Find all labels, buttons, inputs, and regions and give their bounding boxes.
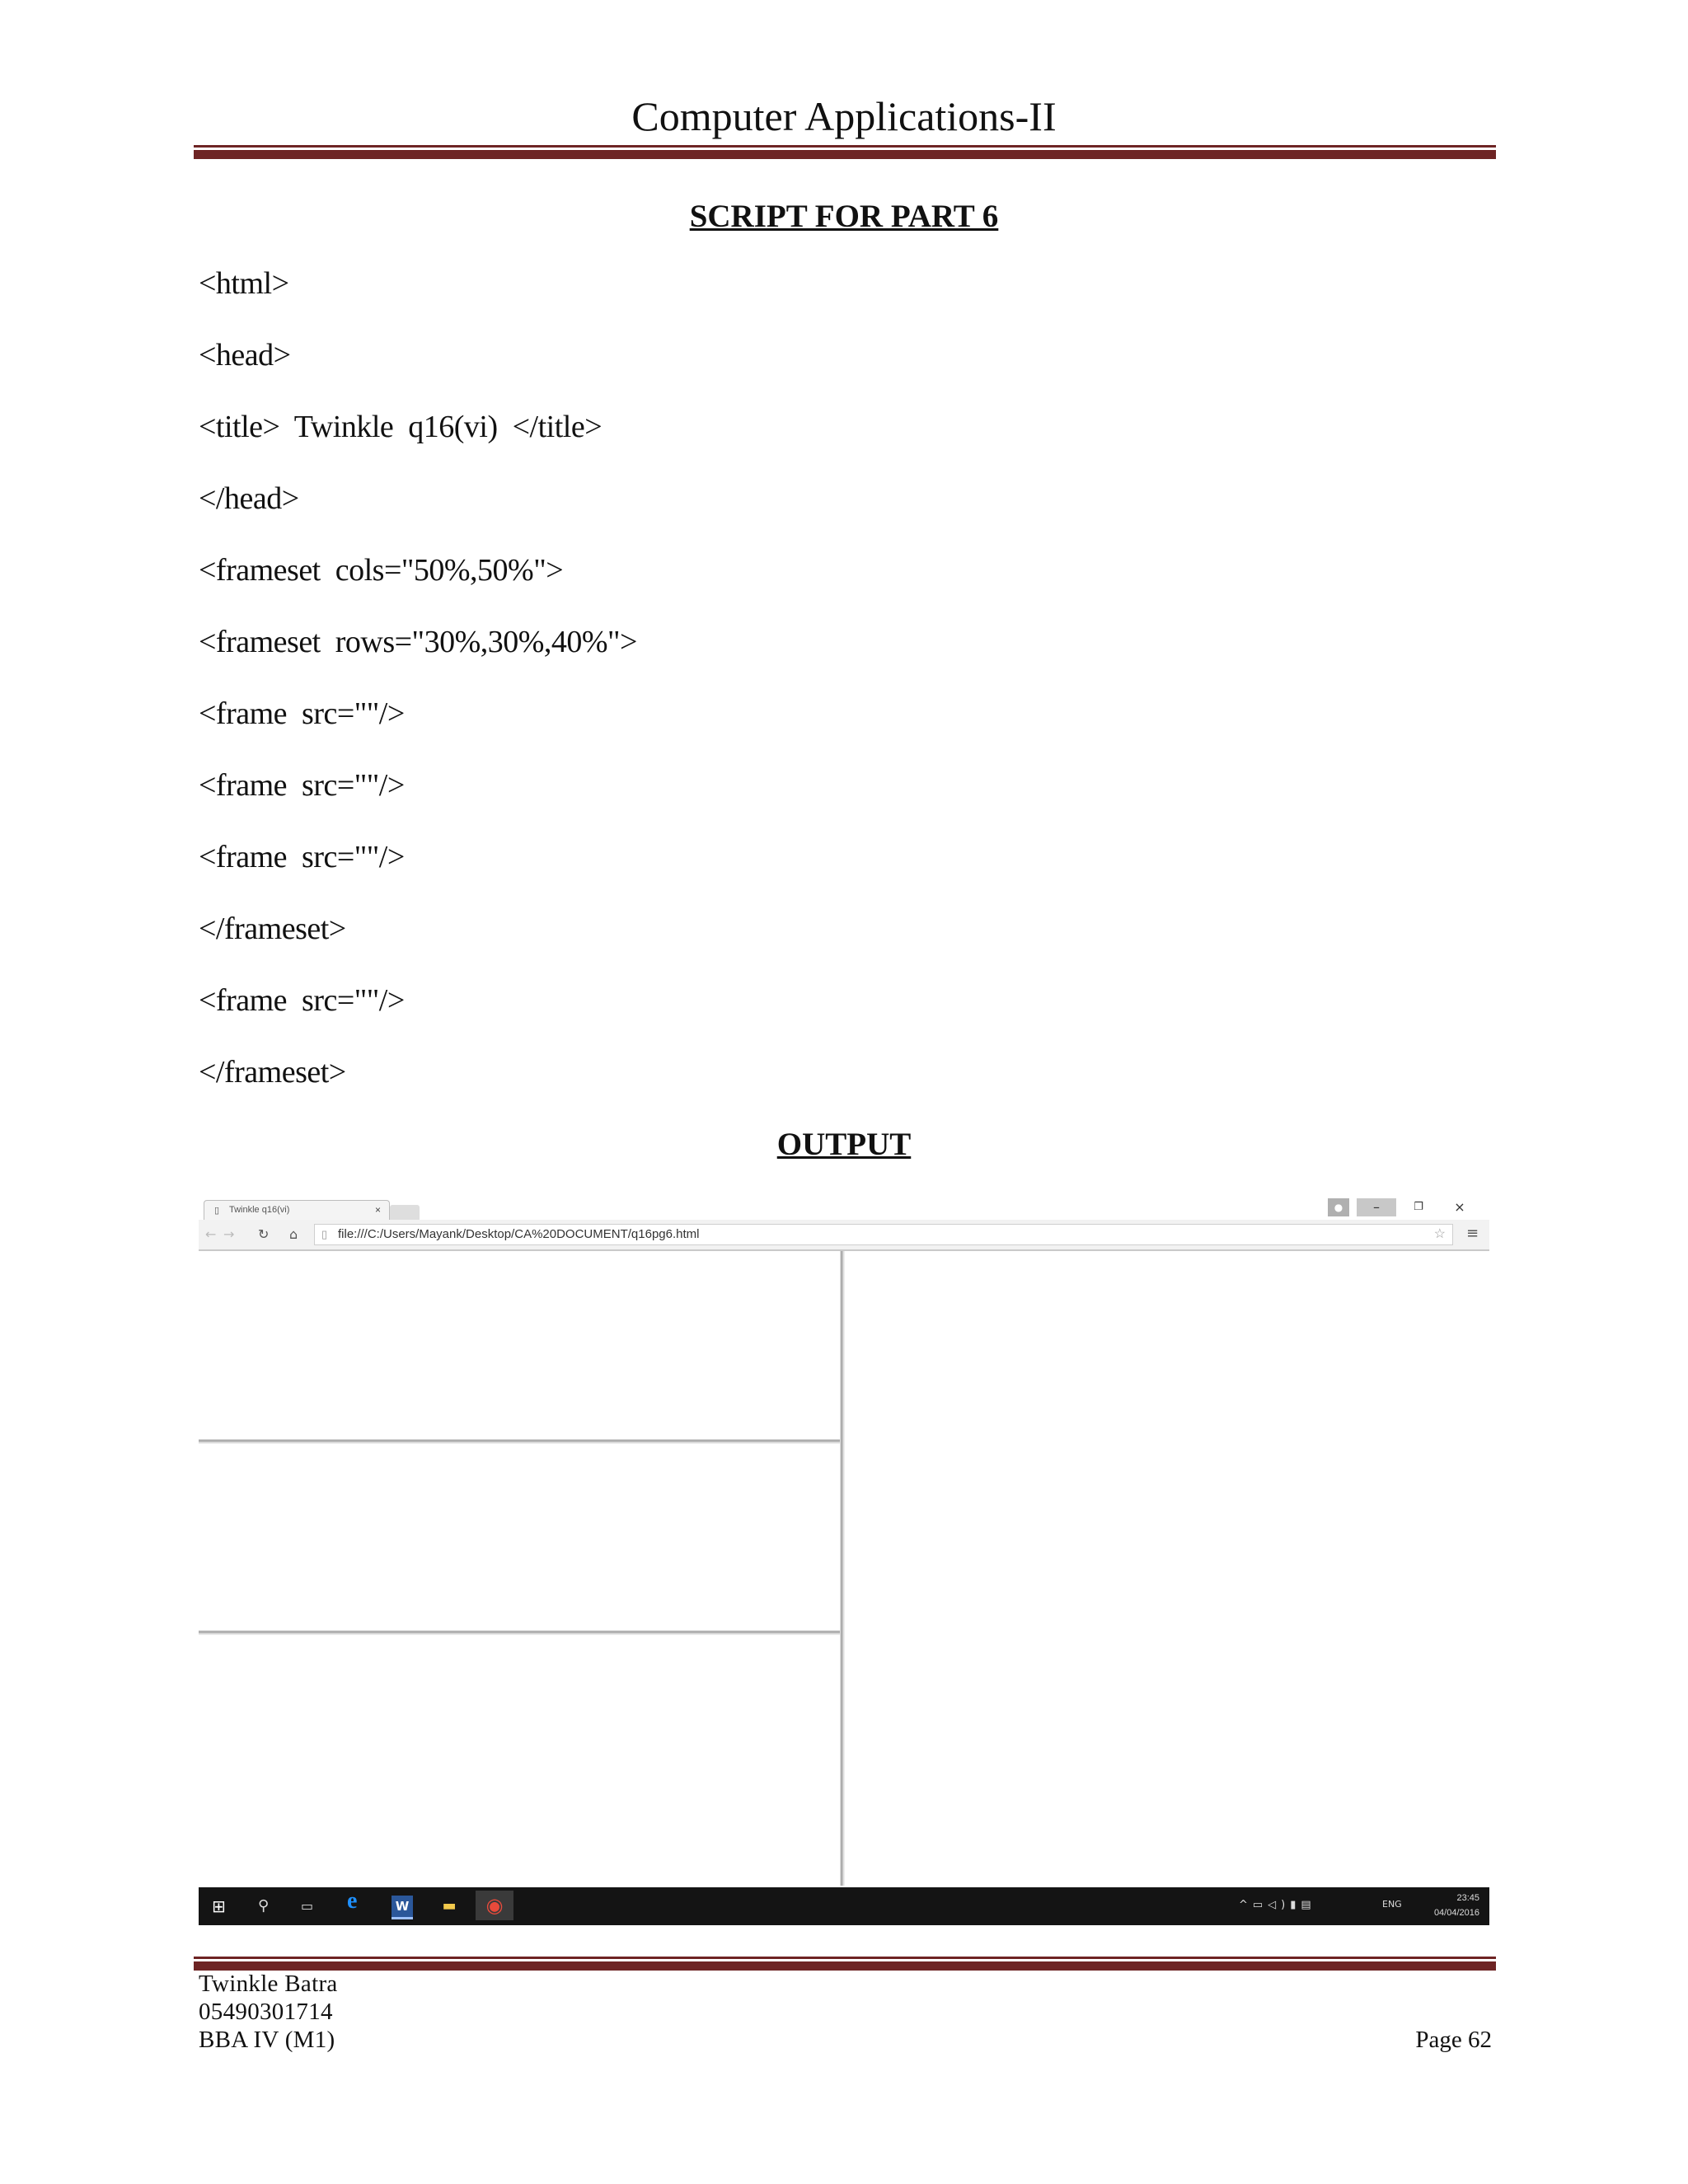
new-tab-button[interactable] [390, 1205, 420, 1220]
menu-icon[interactable]: ≡ [1466, 1225, 1479, 1242]
system-tray-icons[interactable]: ^▭◁)▮▤ [1239, 1899, 1316, 1911]
code-line: </frameset> [199, 912, 346, 946]
footer-rule-thick [194, 1961, 1496, 1971]
header-rule-thin [194, 145, 1496, 148]
code-line: <head> [199, 338, 291, 373]
code-line: <frameset cols="50%,50%"> [199, 553, 564, 588]
frame-border-horizontal[interactable] [199, 1439, 840, 1444]
bookmark-star-icon[interactable]: ☆ [1433, 1227, 1446, 1241]
browser-tab[interactable] [204, 1200, 390, 1221]
address-url: file:///C:/Users/Mayank/Desktop/CA%20DOCUMENT/q16pg6.html [338, 1227, 700, 1241]
forward-icon[interactable]: → [223, 1226, 235, 1242]
footer-class: BBA IV (M1) [199, 2027, 335, 2053]
browser-tab-bar [199, 1193, 1489, 1220]
address-bar[interactable] [314, 1224, 1453, 1245]
code-line: <title> Twinkle q16(vi) </title> [199, 410, 603, 444]
script-heading: SCRIPT FOR PART 6 [689, 199, 999, 234]
clock-date: 04/04/2016 [1433, 1908, 1479, 1918]
close-window-button[interactable]: × [1454, 1199, 1465, 1215]
home-icon[interactable]: ⌂ [289, 1226, 298, 1242]
footer-roll-number: 05490301714 [199, 1999, 333, 2025]
header-rule-thick [194, 150, 1496, 159]
restore-button[interactable]: ❐ [1414, 1201, 1423, 1213]
code-line: </frameset> [199, 1055, 346, 1090]
task-view-icon[interactable]: ▭ [301, 1898, 314, 1914]
search-icon[interactable]: ⚲ [258, 1897, 270, 1915]
reload-icon[interactable]: ↻ [258, 1226, 270, 1242]
page-icon: ▯ [214, 1206, 220, 1216]
code-line: <frame src=""/> [199, 696, 405, 731]
frame-border-horizontal[interactable] [199, 1630, 840, 1635]
clock-time: 23:45 [1456, 1893, 1479, 1903]
windows-start-icon[interactable]: ⊞ [212, 1896, 226, 1916]
code-line: <frame src=""/> [199, 983, 405, 1018]
code-line: <frame src=""/> [199, 768, 405, 803]
code-line: <frame src=""/> [199, 840, 405, 874]
minimize-button[interactable]: – [1357, 1198, 1396, 1216]
taskbar-clock[interactable] [1414, 1891, 1479, 1920]
page-header-title: Computer Applications-II [631, 93, 1057, 139]
footer-name: Twinkle Batra [199, 1971, 338, 1997]
code-line: <frameset rows="30%,30%,40%"> [199, 625, 637, 659]
tab-close-icon[interactable]: × [374, 1204, 381, 1216]
page-number: Page 62 [1415, 2027, 1492, 2053]
frame-border-vertical[interactable] [840, 1251, 845, 1886]
footer-rule-thin [194, 1957, 1496, 1959]
browser-toolbar [199, 1220, 1489, 1251]
file-explorer-icon[interactable]: ▬ [442, 1897, 457, 1915]
chrome-app-icon[interactable]: ◉ [476, 1891, 513, 1920]
edge-browser-icon[interactable]: e [347, 1888, 358, 1914]
word-app-icon[interactable]: W [392, 1896, 413, 1919]
page-icon: ▯ [321, 1228, 328, 1240]
browser-screenshot [199, 1193, 1489, 1925]
output-heading: OUTPUT [776, 1127, 912, 1162]
code-line: <html> [199, 266, 289, 301]
windows-taskbar [199, 1887, 1489, 1925]
frameset-viewport [199, 1251, 1489, 1886]
language-indicator[interactable]: ENG [1382, 1899, 1402, 1910]
back-icon[interactable]: ← [205, 1226, 217, 1242]
user-icon[interactable]: ● [1328, 1198, 1349, 1216]
code-line: </head> [199, 481, 299, 516]
browser-tab-title: Twinkle q16(vi) [229, 1205, 290, 1215]
